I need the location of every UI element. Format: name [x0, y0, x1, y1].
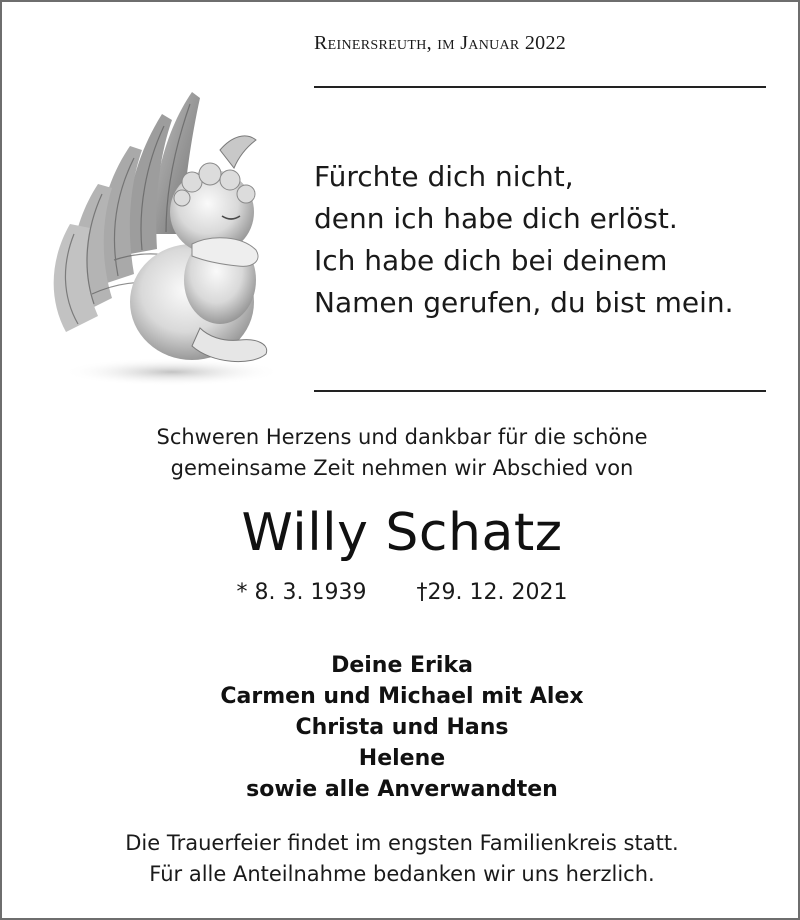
- bottom-divider: [314, 390, 766, 392]
- verse-line: denn ich habe dich erlöst.: [314, 202, 678, 235]
- place-and-date: Reinersreuth, im Januar 2022: [314, 32, 567, 54]
- bible-verse: [314, 156, 784, 324]
- mourner-line: Christa und Hans: [295, 715, 509, 740]
- top-divider: [314, 86, 766, 88]
- mourner-line: Helene: [358, 746, 446, 771]
- closing-line: Für alle Anteilnahme bedanken wir uns herzlich.: [149, 862, 655, 886]
- farewell-intro: [2, 422, 800, 484]
- death-date: †29. 12. 2021: [416, 580, 568, 605]
- life-dates: [2, 578, 800, 608]
- verse-line: Namen gerufen, du bist mein.: [314, 286, 734, 319]
- intro-line: Schweren Herzens und dankbar für die schöne: [156, 425, 648, 449]
- mourner-line: Carmen und Michael mit Alex: [220, 684, 584, 709]
- closing-line: Die Trauerfeier findet im engsten Familienkreis statt.: [125, 831, 679, 855]
- verse-line: Ich habe dich bei deinem: [314, 244, 668, 277]
- deceased-name: Willy Schatz: [241, 503, 563, 563]
- intro-line: gemeinsame Zeit nehmen wir Abschied von: [170, 456, 634, 480]
- mourners-list: [2, 650, 800, 805]
- birth-date: * 8. 3. 1939: [236, 580, 367, 605]
- verse-line: Fürchte dich nicht,: [314, 160, 574, 193]
- sleeping-angel-icon: [42, 84, 282, 389]
- mourner-line: sowie alle Anverwandten: [246, 777, 558, 802]
- mourner-line: Deine Erika: [331, 653, 473, 678]
- closing-note: [2, 828, 800, 890]
